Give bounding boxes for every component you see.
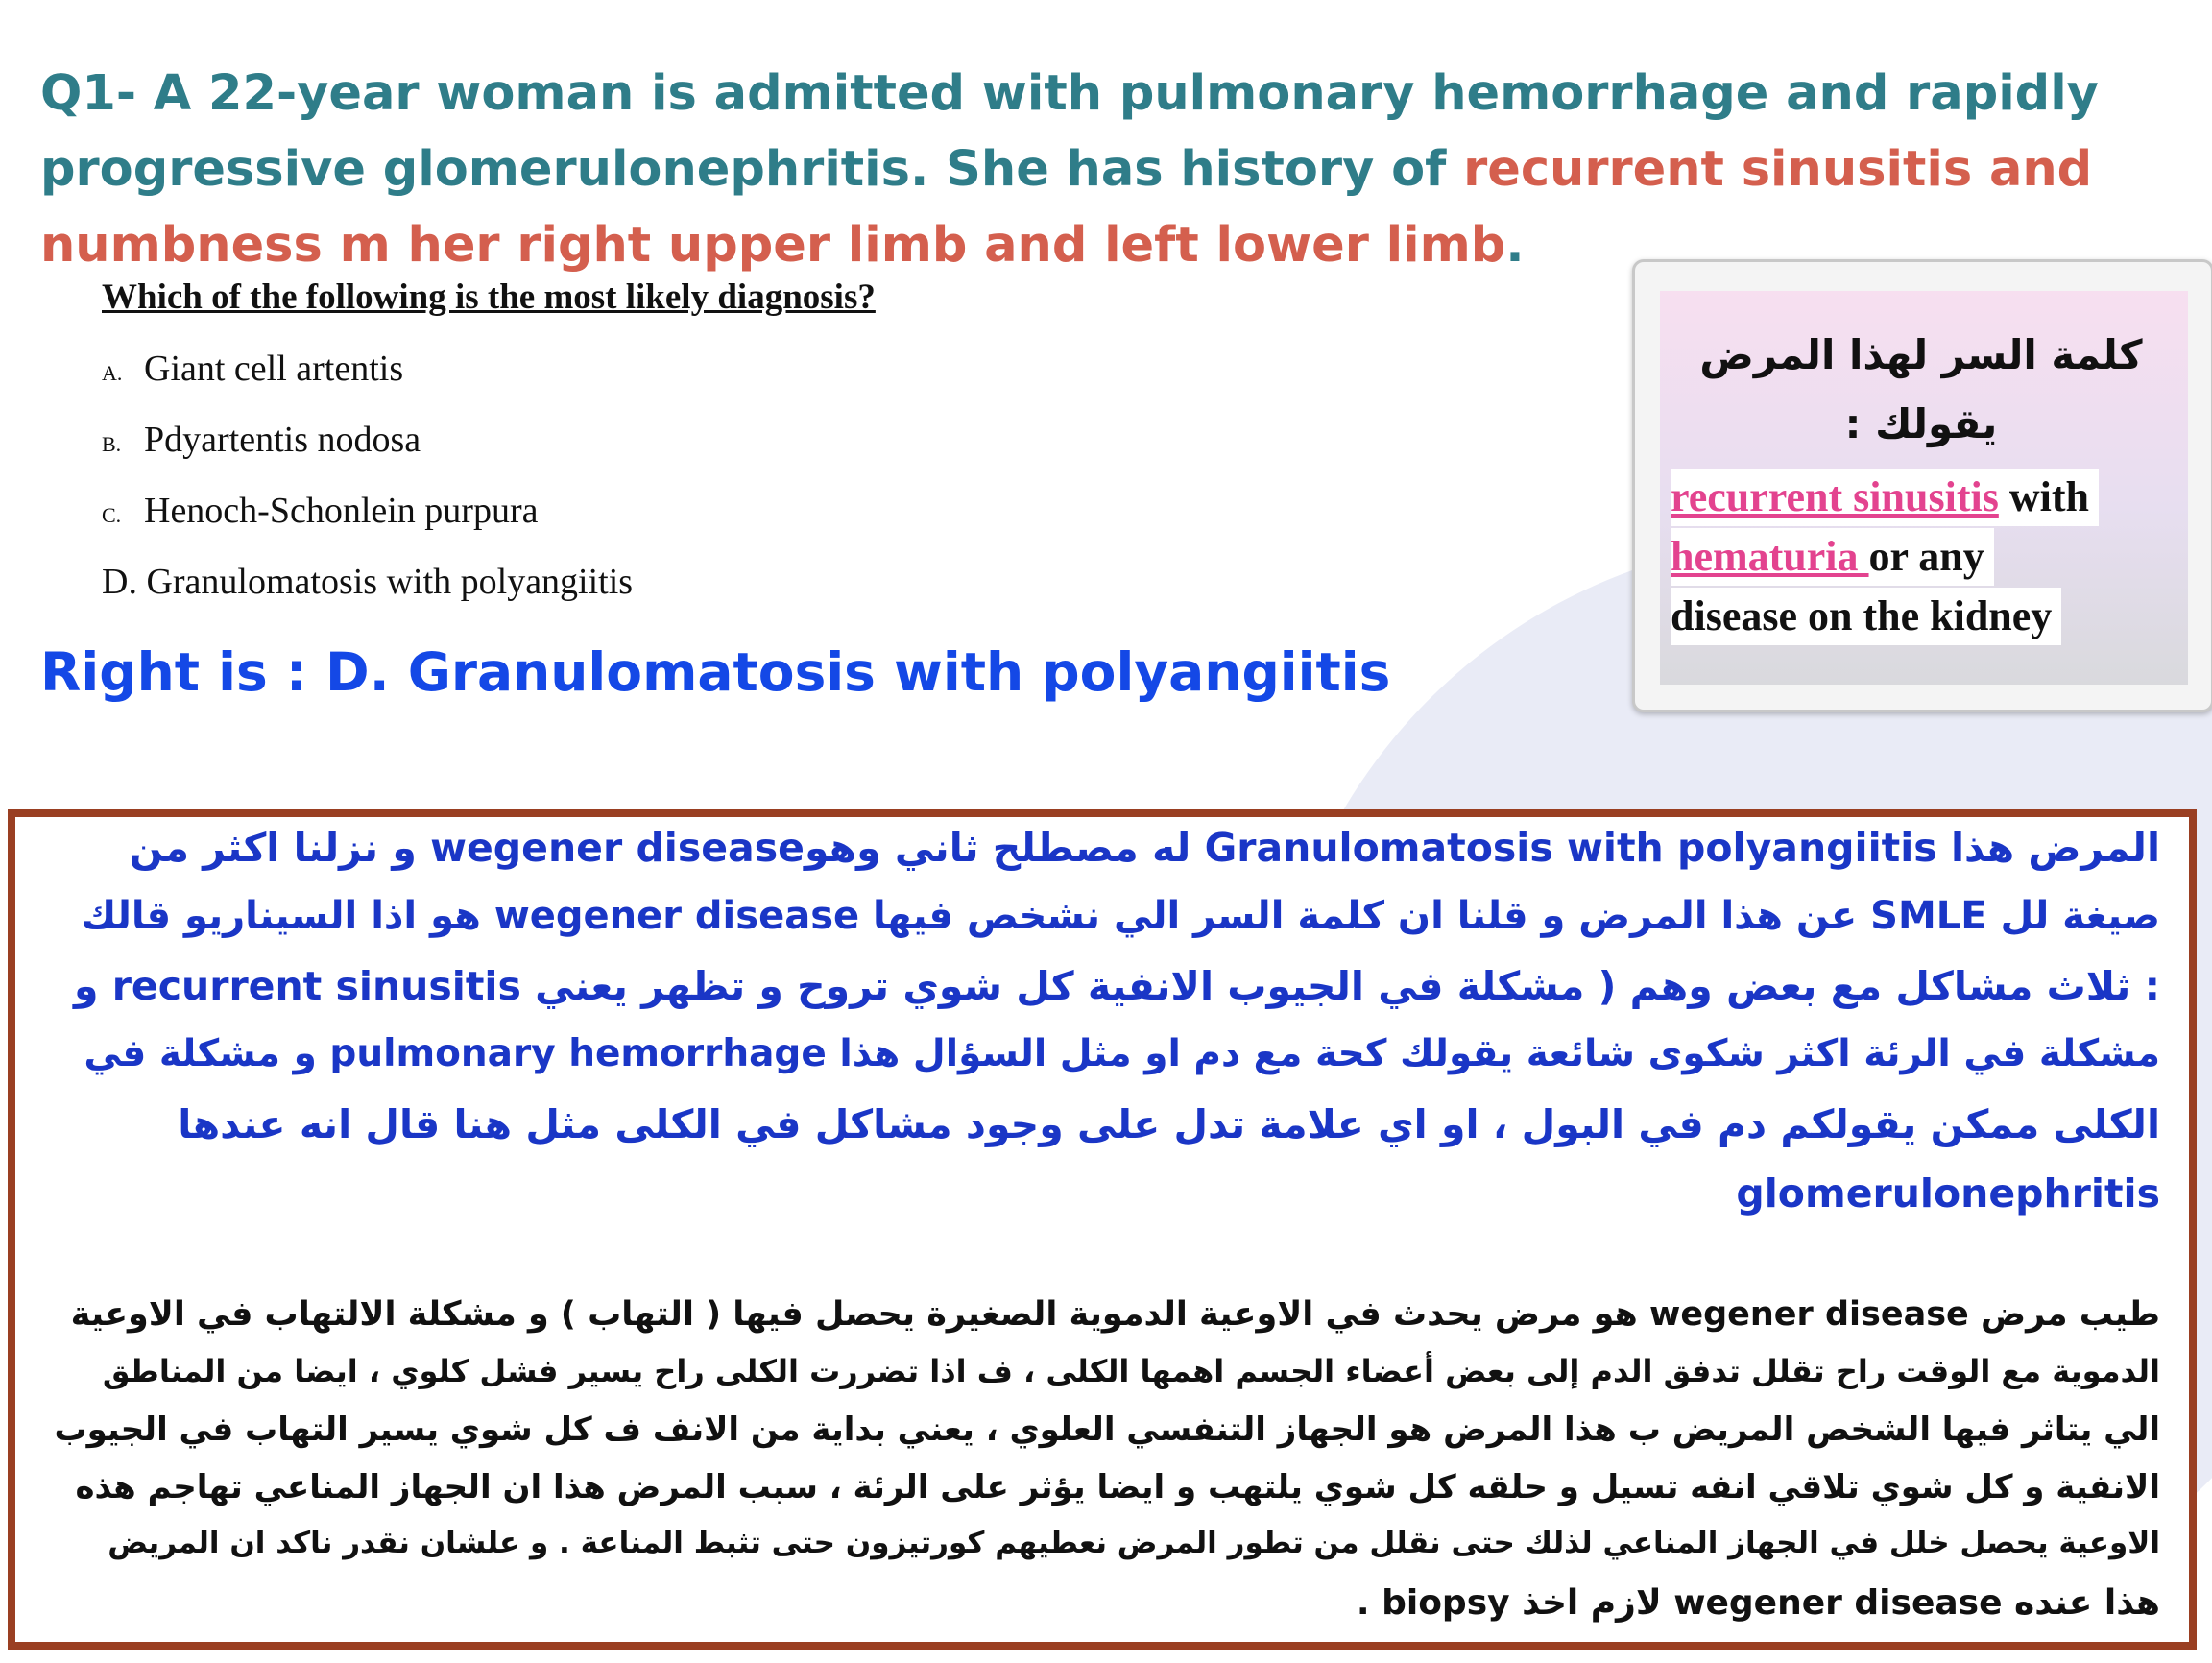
option-letter: C.	[102, 503, 122, 527]
keyword-line-2-rest: or any	[1868, 533, 1984, 580]
option-letter: B.	[102, 432, 122, 456]
explanation-detail-line: الاوعية يحصل خلل في الجهاز المناعي لذلك حتى نقلل من تطور المرض نعطيهم كورتيزون حتى تثبط المناعة . و علشان نقدر ناكد ان المريض	[108, 1526, 2160, 1560]
explanation-line: صيغة لل SMLE عن هذا المرض و قلنا ان كلمة السر الي نشخص فيها wegener disease هو اذا السيناريو قالك	[81, 894, 2160, 938]
keyword-sinusitis: recurrent sinusitis	[1671, 473, 1999, 520]
explanation-detail-line: الانفية و كل شوي تلاقي انفه تسيل و حلقه كل شوي يلتهب و ايضا يؤثر على الرئة ، سبب المرض هذا ان الجهاز المناعي تهاجم هذه	[75, 1468, 2160, 1506]
question-stem	[40, 56, 2172, 283]
keyword-line-3: disease on the kidney	[1671, 588, 2061, 645]
explanation-line: مشكلة في الرئة اكثر شكوى شائعة يقولك كحة مع دم او مثل السؤال هذا pulmonary hemorrhage و مشكلة في	[84, 1032, 2160, 1075]
explanation-detail-line: هذا عنده wegener disease لازم اخذ biopsy .	[1356, 1583, 2160, 1623]
keyword-hematuria: hematuria	[1671, 533, 1869, 580]
explanation-detail-line: طيب مرض wegener disease هو مرض يحدث في الاوعية الدموية الصغيرة يحصل فيها ( التهاب ) و مشكلة الالتهاب في الاوعية	[70, 1295, 2160, 1334]
option-d[interactable]	[102, 561, 633, 603]
explanation-line: المرض هذا Granulomatosis with polyangiitis له مصطلح ثاني وهوwegener disease و نزلنا اكثر من	[129, 825, 2160, 871]
option-letter: A.	[102, 361, 123, 385]
option-a[interactable]	[102, 348, 403, 390]
option-text: Giant cell artentis	[144, 349, 404, 389]
option-c[interactable]	[102, 490, 539, 532]
explanation-line: الكلى ممكن يقولكم دم في البول ، او اي علامة تدل على وجود مشاكل في الكلى مثل هنا قال انه عندها	[178, 1101, 2160, 1147]
keyword-box-title: كلمة السر لهذا المرض يقولك :	[1699, 331, 2143, 447]
question-end: .	[1505, 217, 1525, 274]
explanation-box	[8, 809, 2197, 1650]
option-text: Henoch-Schonlein purpura	[144, 491, 539, 531]
explanation-detail-line: الي يتاثر فيها الشخص المريض ب هذا المرض هو الجهاز التنفسي العلوي ، يعني بداية من الانف ف كل شوي يسير التهاب في الجيوب	[54, 1410, 2160, 1449]
option-text: Pdyartentis nodosa	[144, 420, 421, 460]
question-highlight: recurrent sinusitis and numbness m her right upper limb and left lower limb	[40, 141, 2093, 274]
keyword-line-1	[1671, 469, 2099, 526]
question-text: Q1- A 22-year woman is admitted with pulmonary hemorrhage and rapidly progressive glomerulonephritis. She has history of	[40, 65, 2099, 198]
explanation-detail-line: الدموية مع الوقت راح تقلل تدفق الدم إلى بعض أعضاء الجسم اهمها الكلى ، ف اذا تضررت الكلى راح يسير فشل كلوي ، ايضا من المناطق	[102, 1353, 2160, 1389]
question-prompt: Which of the following is the most likely diagnosis?	[102, 277, 876, 317]
option-text: D. Granulomatosis with polyangiitis	[102, 562, 634, 602]
correct-answer: Right is : D. Granulomatosis with polyangiitis	[40, 641, 1391, 703]
option-b[interactable]	[102, 419, 421, 461]
explanation-line: : ثلاث مشاكل مع بعض وهم ( مشكلة في الجيوب الانفية كل شوي تروح و تظهر يعني recurrent sinusitis و	[73, 963, 2160, 1009]
explanation-line: glomerulonephritis	[1736, 1170, 2160, 1217]
keyword-line-2	[1671, 528, 1994, 586]
keyword-line-1-rest: with	[1998, 473, 2089, 520]
